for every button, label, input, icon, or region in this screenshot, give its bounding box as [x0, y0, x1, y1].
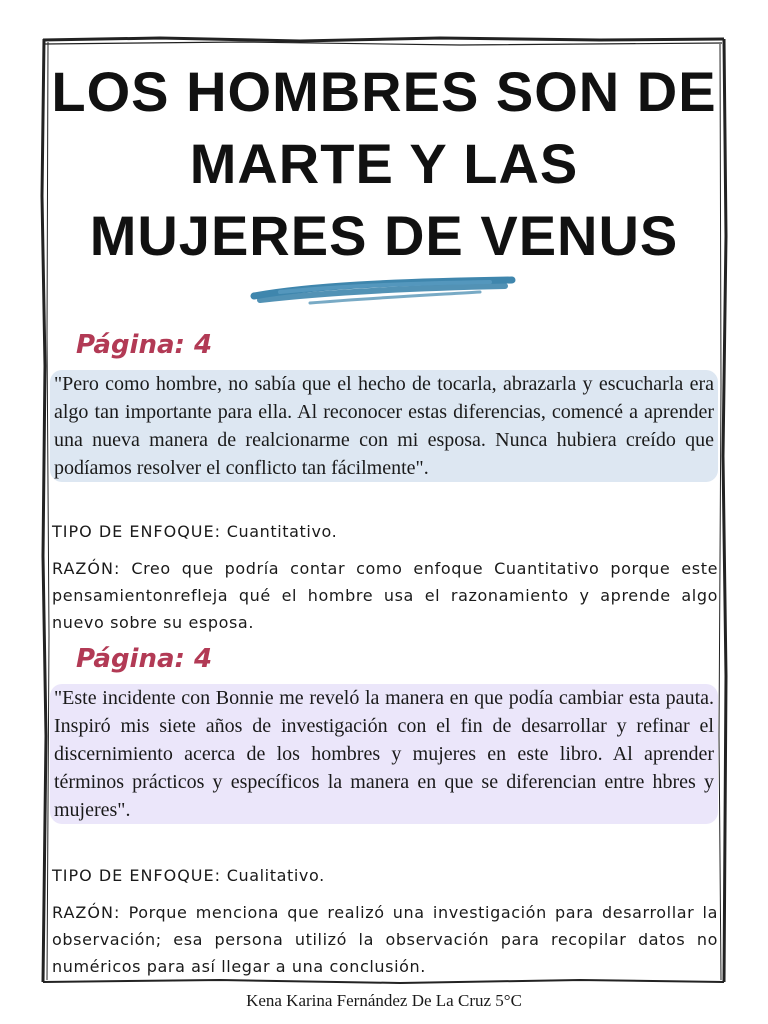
tipo-enfoque-2 [52, 862, 718, 889]
tipo-enfoque-1 [52, 518, 718, 545]
tipo-value: Cualitativo. [226, 866, 325, 885]
page-title [40, 56, 728, 272]
tipo-value: Cuantitativo. [226, 522, 338, 541]
quote-2: "Este incidente con Bonnie me reveló la manera en que podía cambiar esta pauta. Inspiró mis siete años de investigación con el fin de desarrollar y refinar el discernimiento acerca de los hombres y mujeres en este libro. Al aprender términos prácticos y específicos la manera en que se diferencian entre hbres y mujeres". [50, 684, 718, 824]
razon-label: RAZÓN: [52, 903, 121, 922]
title-line-3: MUJERES DE VENUS [89, 204, 679, 267]
author-footer: Kena Karina Fernández De La Cruz 5°C [246, 991, 522, 1010]
title-line-1: LOS HOMBRES SON DE [51, 60, 717, 123]
tipo-label: TIPO DE ENFOQUE: [52, 866, 222, 885]
razon-2 [52, 899, 718, 980]
razon-label: RAZÓN: [52, 559, 121, 578]
tipo-label: TIPO DE ENFOQUE: [52, 522, 222, 541]
razon-value: Porque menciona que realizó una investigación para desarrollar la observación; esa persona utilizó la observación para recopilar datos no numéricos para así llegar a una conclusión. [52, 903, 719, 976]
page-label-1: Página: 4 [76, 330, 213, 360]
brush-stroke-decoration [250, 272, 520, 312]
quote-1: "Pero como hombre, no sabía que el hecho de tocarla, abrazarla y escucharla era algo tan importante para ella. Al reconocer estas diferencias, comencé a aprender una nueva manera de realcionarme con mi esposa. Nunca hubiera creído que podíamos resolver el conflicto tan fácilmente". [50, 370, 718, 482]
page-label-2: Página: 4 [76, 644, 213, 674]
title-line-2: MARTE Y LAS [189, 132, 579, 195]
razon-value: Creo que podría contar como enfoque Cuantitativo porque este pensamientonrefleja qué el hombre usa el razonamiento y aprende algo nuevo sobre su esposa. [52, 559, 719, 632]
razon-1 [52, 555, 718, 636]
